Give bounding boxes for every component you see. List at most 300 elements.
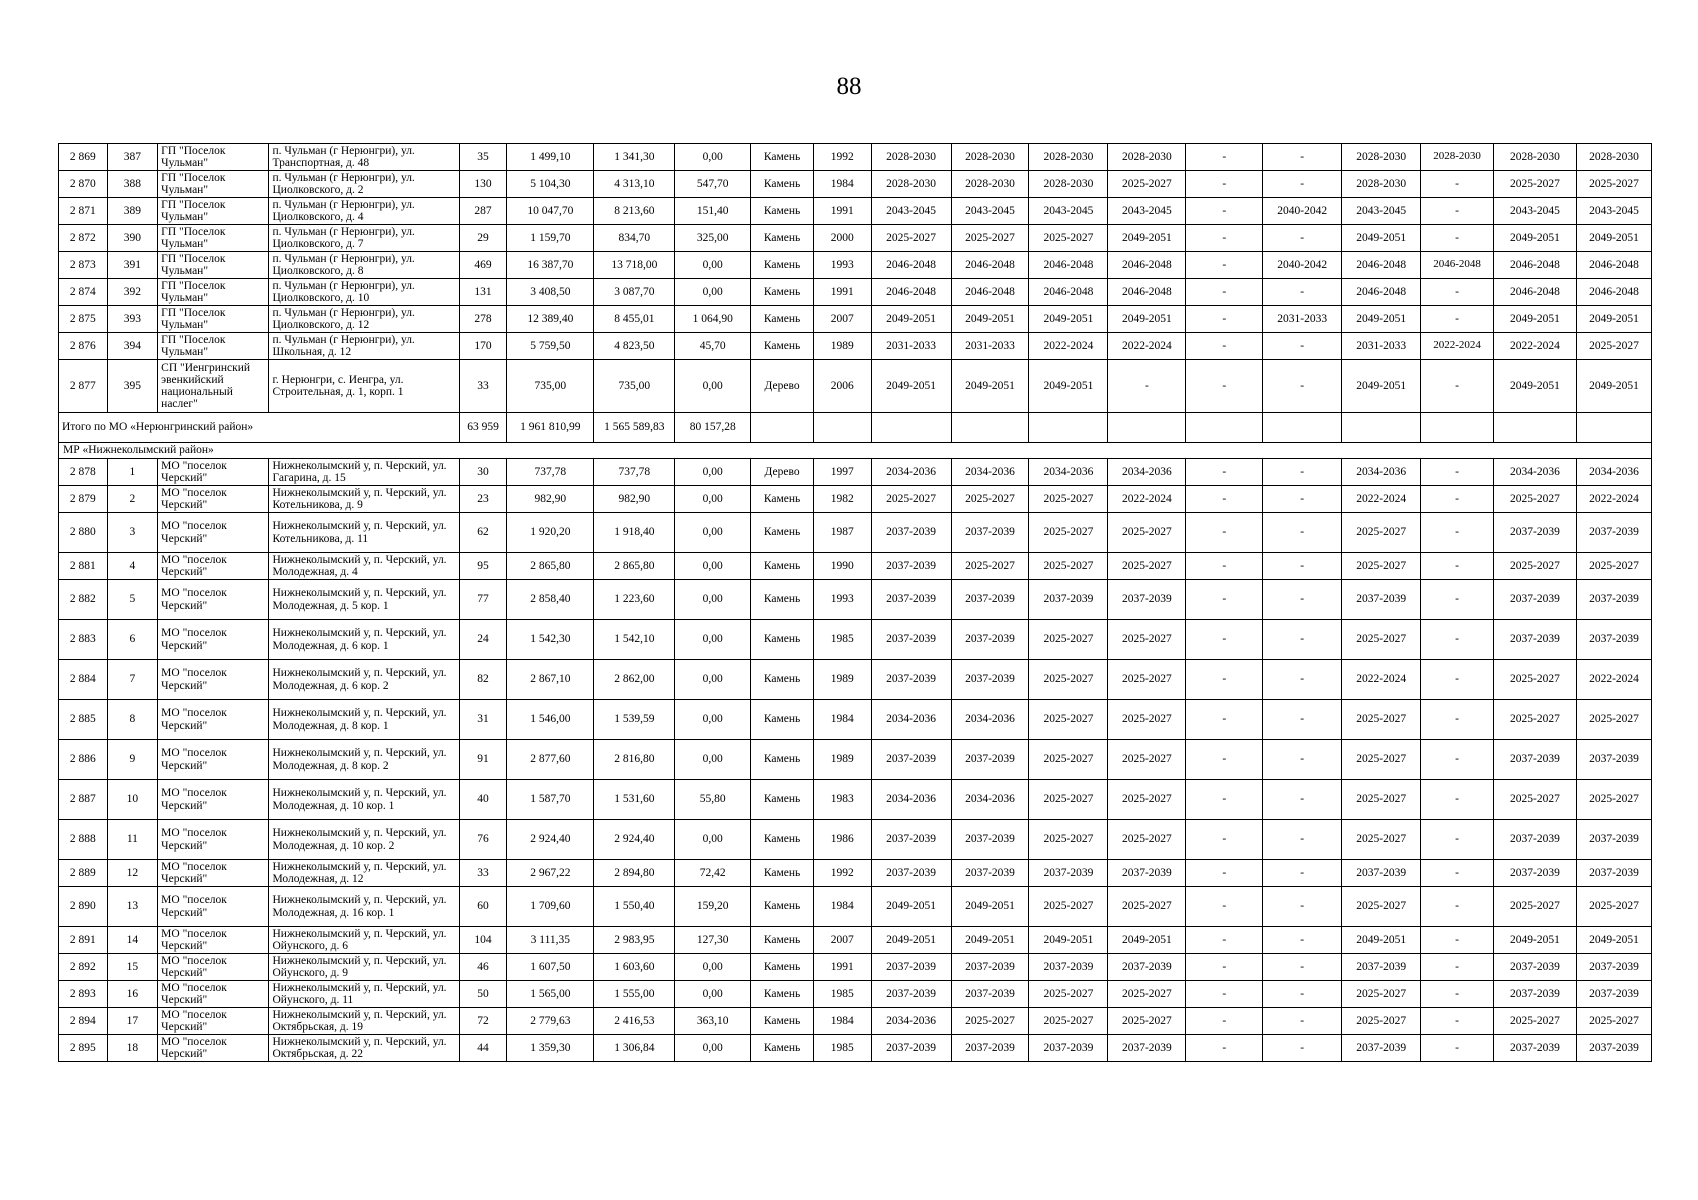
repair-period-5-cell: -: [1186, 580, 1263, 620]
municipality-cell: ГП "Поселок Чульман": [158, 171, 269, 198]
repair-period-5-cell: -: [1186, 620, 1263, 660]
repair-period-9-cell: 2049-2051: [1493, 306, 1576, 333]
repair-period-3-cell: 2037-2039: [1029, 1035, 1108, 1062]
total-area-cell: 5 759,50: [507, 333, 594, 360]
repair-period-5-cell: -: [1186, 981, 1263, 1008]
address-cell: г. Нерюнгри, с. Иенгра, ул. Строительная, д. 1, корп. 1: [269, 360, 459, 413]
repair-period-2-cell: 2028-2030: [951, 171, 1029, 198]
repair-period-7-cell: 2022-2024: [1342, 486, 1421, 513]
repair-period-9-cell: 2025-2027: [1493, 486, 1576, 513]
repair-period-9-cell: 2037-2039: [1493, 580, 1576, 620]
repair-period-6-cell: -: [1263, 486, 1342, 513]
repair-period-4-cell: 2037-2039: [1108, 954, 1186, 981]
repair-period-10-cell: 2037-2039: [1576, 860, 1651, 887]
total-area-cell: 2 865,80: [507, 553, 594, 580]
repair-period-2-cell: 2025-2027: [951, 225, 1029, 252]
repair-period-1-cell: 2037-2039: [871, 580, 951, 620]
wall-material-cell: Дерево: [751, 459, 814, 486]
repair-period-5-cell: -: [1186, 860, 1263, 887]
living-area-cell: 2 862,00: [594, 660, 675, 700]
wall-material-cell: Камень: [751, 1035, 814, 1062]
address-cell: Нижнеколымский у, п. Черский, ул. Молодежная, д. 6 кор. 1: [269, 620, 459, 660]
repair-period-7-cell: 2025-2027: [1342, 780, 1421, 820]
build-year-cell: 1991: [813, 279, 871, 306]
build-year-cell: 1985: [813, 981, 871, 1008]
repair-period-4-cell: -: [1108, 360, 1186, 413]
repair-period-3-cell: 2028-2030: [1029, 171, 1108, 198]
item-number-cell: 7: [107, 660, 158, 700]
municipality-cell: СП "Иенгринский эвенкийский национальный наслег": [158, 360, 269, 413]
repair-period-4-cell: 2025-2027: [1108, 740, 1186, 780]
repair-period-7-cell: 2025-2027: [1342, 513, 1421, 553]
repair-period-5-cell: -: [1186, 360, 1263, 413]
repair-period-1-cell: 2049-2051: [871, 360, 951, 413]
total-area-cell: 2 924,40: [507, 820, 594, 860]
repair-period-10-cell: 2037-2039: [1576, 740, 1651, 780]
repair-period-10-cell: 2046-2048: [1576, 279, 1651, 306]
wall-material-cell: Камень: [751, 252, 814, 279]
living-area-cell: 735,00: [594, 360, 675, 413]
reg-number-cell: 2 886: [59, 740, 108, 780]
repair-period-3-cell: 2025-2027: [1029, 513, 1108, 553]
repair-period-7-cell: 2022-2024: [1342, 660, 1421, 700]
repair-period-7-cell: 2025-2027: [1342, 887, 1421, 927]
wall-material-cell: Камень: [751, 486, 814, 513]
repair-period-7-cell: 2037-2039: [1342, 860, 1421, 887]
item-number-cell: 10: [107, 780, 158, 820]
living-area-cell: 1 555,00: [594, 981, 675, 1008]
repair-period-10-cell: 2028-2030: [1576, 144, 1651, 171]
total-area-cell: 2 867,10: [507, 660, 594, 700]
repair-period-4-cell: 2025-2027: [1108, 700, 1186, 740]
repair-period-4-cell: 2049-2051: [1108, 927, 1186, 954]
repair-period-4-cell: 2025-2027: [1108, 780, 1186, 820]
repair-period-3-cell: 2025-2027: [1029, 981, 1108, 1008]
item-number-cell: 389: [107, 198, 158, 225]
residents-cell: 95: [459, 553, 507, 580]
repair-period-9-cell: 2046-2048: [1493, 252, 1576, 279]
repair-period-7-cell: 2037-2039: [1342, 954, 1421, 981]
repair-period-1-cell: 2046-2048: [871, 252, 951, 279]
repair-period-1-cell: 2034-2036: [871, 700, 951, 740]
repair-period-5-cell: -: [1186, 306, 1263, 333]
total-area-cell: 982,90: [507, 486, 594, 513]
reg-number-cell: 2 887: [59, 780, 108, 820]
repair-period-1-cell: 2034-2036: [871, 780, 951, 820]
table-row: [59, 954, 1652, 981]
repair-period-5-cell: -: [1186, 740, 1263, 780]
nonliving-area-cell: 0,00: [675, 486, 751, 513]
address-cell: Нижнеколымский у, п. Черский, ул. Молодежная, д. 10 кор. 1: [269, 780, 459, 820]
build-year-cell: 1993: [813, 252, 871, 279]
repair-period-8-cell: -: [1421, 459, 1494, 486]
total-area-cell: 1 709,60: [507, 887, 594, 927]
living-area-cell: 1 542,10: [594, 620, 675, 660]
nonliving-area-cell: 0,00: [675, 279, 751, 306]
municipality-cell: МО "поселок Черский": [158, 887, 269, 927]
repair-period-2-cell: 2025-2027: [951, 486, 1029, 513]
repair-period-6-cell: -: [1263, 1035, 1342, 1062]
residents-cell: 287: [459, 198, 507, 225]
repair-period-3-cell: 2025-2027: [1029, 740, 1108, 780]
repair-period-6-cell: -: [1263, 225, 1342, 252]
table-row: [59, 981, 1652, 1008]
living-area-cell: 1 603,60: [594, 954, 675, 981]
address-cell: Нижнеколымский у, п. Черский, ул. Котельникова, д. 11: [269, 513, 459, 553]
repair-period-2-cell: 2025-2027: [951, 1008, 1029, 1035]
repair-period-8-cell: -: [1421, 553, 1494, 580]
repair-period-4-cell: 2022-2024: [1108, 333, 1186, 360]
reg-number-cell: 2 880: [59, 513, 108, 553]
total-area-cell: 3 111,35: [507, 927, 594, 954]
repair-period-3-cell: 2022-2024: [1029, 333, 1108, 360]
table-row: [59, 486, 1652, 513]
repair-period-9-cell: 2025-2027: [1493, 887, 1576, 927]
build-year-cell: 1989: [813, 333, 871, 360]
address-cell: Нижнеколымский у, п. Черский, ул. Молодежная, д. 6 кор. 2: [269, 660, 459, 700]
address-cell: Нижнеколымский у, п. Черский, ул. Молодежная, д. 8 кор. 2: [269, 740, 459, 780]
municipality-cell: МО "поселок Черский": [158, 620, 269, 660]
wall-material-cell: Камень: [751, 171, 814, 198]
repair-period-3-cell: 2049-2051: [1029, 306, 1108, 333]
repair-period-9-cell: 2028-2030: [1493, 144, 1576, 171]
total-area-cell: 1 607,50: [507, 954, 594, 981]
table-row: [59, 1008, 1652, 1035]
total-area-cell: 5 104,30: [507, 171, 594, 198]
reg-number-cell: 2 881: [59, 553, 108, 580]
total-area-cell: 1 542,30: [507, 620, 594, 660]
address-cell: Нижнеколымский у, п. Черский, ул. Октябрьская, д. 22: [269, 1035, 459, 1062]
repair-period-7-cell: 2046-2048: [1342, 252, 1421, 279]
repair-period-8-cell: -: [1421, 1035, 1494, 1062]
repair-period-7-cell: 2037-2039: [1342, 580, 1421, 620]
repair-period-4-cell: 2037-2039: [1108, 860, 1186, 887]
municipality-cell: МО "поселок Черский": [158, 700, 269, 740]
nonliving-area-cell: 363,10: [675, 1008, 751, 1035]
nonliving-area-cell: 0,00: [675, 740, 751, 780]
table-row: [59, 887, 1652, 927]
living-area-cell: 1 539,59: [594, 700, 675, 740]
item-number-cell: 3: [107, 513, 158, 553]
total-area-cell: 3 408,50: [507, 279, 594, 306]
nonliving-area-cell: 45,70: [675, 333, 751, 360]
build-year-cell: 1997: [813, 459, 871, 486]
table-row: [59, 620, 1652, 660]
repair-period-6-cell: -: [1263, 860, 1342, 887]
wall-material-cell: Камень: [751, 279, 814, 306]
table-row: [59, 820, 1652, 860]
nonliving-area-cell: 55,80: [675, 780, 751, 820]
repair-period-2-cell: 2046-2048: [951, 279, 1029, 306]
repair-period-6-cell: -: [1263, 144, 1342, 171]
repair-period-10-cell: 2049-2051: [1576, 360, 1651, 413]
residents-cell: 33: [459, 860, 507, 887]
reg-number-cell: 2 883: [59, 620, 108, 660]
wall-material-cell: Камень: [751, 780, 814, 820]
nonliving-area-cell: 0,00: [675, 252, 751, 279]
build-year-cell: 1992: [813, 860, 871, 887]
repair-period-9-cell: 2037-2039: [1493, 954, 1576, 981]
repair-period-7-cell: 2025-2027: [1342, 820, 1421, 860]
address-cell: п. Чульман (г Нерюнгри), ул. Циолковского, д. 8: [269, 252, 459, 279]
repair-period-1-cell: 2025-2027: [871, 225, 951, 252]
address-cell: п. Чульман (г Нерюнгри), ул. Циолковского, д. 4: [269, 198, 459, 225]
repair-period-7-cell: 2025-2027: [1342, 620, 1421, 660]
repair-period-10-cell: 2025-2027: [1576, 700, 1651, 740]
living-area-cell: 2 865,80: [594, 553, 675, 580]
repair-period-8-cell: -: [1421, 1008, 1494, 1035]
repair-period-1-cell: 2037-2039: [871, 740, 951, 780]
table-row: [59, 171, 1652, 198]
reg-number-cell: 2 878: [59, 459, 108, 486]
living-area-cell: 2 416,53: [594, 1008, 675, 1035]
total-area-cell: 16 387,70: [507, 252, 594, 279]
repair-period-3-cell: 2034-2036: [1029, 459, 1108, 486]
repair-period-3-cell: 2037-2039: [1029, 580, 1108, 620]
nonliving-area-cell: 0,00: [675, 459, 751, 486]
repair-period-7-cell: 2049-2051: [1342, 306, 1421, 333]
repair-period-3-cell: 2025-2027: [1029, 225, 1108, 252]
nonliving-area-cell: 0,00: [675, 580, 751, 620]
living-area-cell: 1 306,84: [594, 1035, 675, 1062]
repair-period-2-cell: 2049-2051: [951, 360, 1029, 413]
reg-number-cell: 2 869: [59, 144, 108, 171]
section-title: МР «Нижнеколымский район»: [59, 443, 1652, 459]
repair-period-6-cell: -: [1263, 279, 1342, 306]
municipality-cell: ГП "Поселок Чульман": [158, 198, 269, 225]
table-row: [59, 580, 1652, 620]
total-label: Итого по МО «Нерюнгринский район»: [59, 413, 460, 443]
repair-period-4-cell: 2034-2036: [1108, 459, 1186, 486]
repair-period-9-cell: 2037-2039: [1493, 620, 1576, 660]
repair-period-9-cell: 2025-2027: [1493, 1008, 1576, 1035]
repair-period-4-cell: 2025-2027: [1108, 981, 1186, 1008]
repair-period-6-cell: -: [1263, 820, 1342, 860]
nonliving-area-cell: 0,00: [675, 954, 751, 981]
repair-period-2-cell: 2025-2027: [951, 553, 1029, 580]
repair-period-2-cell: 2049-2051: [951, 306, 1029, 333]
repair-period-3-cell: 2049-2051: [1029, 360, 1108, 413]
address-cell: Нижнеколымский у, п. Черский, ул. Котельникова, д. 9: [269, 486, 459, 513]
wall-material-cell: Камень: [751, 954, 814, 981]
repair-period-1-cell: 2049-2051: [871, 887, 951, 927]
repair-period-5-cell: -: [1186, 459, 1263, 486]
living-area-cell: 1 550,40: [594, 887, 675, 927]
repair-period-8-cell: -: [1421, 780, 1494, 820]
repair-period-6-cell: -: [1263, 740, 1342, 780]
item-number-cell: 16: [107, 981, 158, 1008]
repair-period-10-cell: 2034-2036: [1576, 459, 1651, 486]
build-year-cell: 1989: [813, 740, 871, 780]
municipality-cell: МО "поселок Черский": [158, 927, 269, 954]
repair-period-2-cell: 2037-2039: [951, 860, 1029, 887]
living-area-cell: 1 341,30: [594, 144, 675, 171]
reg-number-cell: 2 873: [59, 252, 108, 279]
total-area-cell: 1 159,70: [507, 225, 594, 252]
nonliving-area-cell: 127,30: [675, 927, 751, 954]
table-row: [59, 306, 1652, 333]
repair-period-10-cell: 2037-2039: [1576, 580, 1651, 620]
residents-cell: 76: [459, 820, 507, 860]
living-area-cell: 2 924,40: [594, 820, 675, 860]
item-number-cell: 2: [107, 486, 158, 513]
repair-period-8-cell: -: [1421, 820, 1494, 860]
table-row: [59, 927, 1652, 954]
repair-period-7-cell: 2025-2027: [1342, 1008, 1421, 1035]
municipality-cell: МО "поселок Черский": [158, 1035, 269, 1062]
repair-period-3-cell: 2025-2027: [1029, 553, 1108, 580]
housing-register-table: [58, 143, 1652, 1062]
residents-cell: 131: [459, 279, 507, 306]
repair-period-5-cell: -: [1186, 171, 1263, 198]
repair-period-9-cell: 2037-2039: [1493, 1035, 1576, 1062]
repair-period-5-cell: -: [1186, 780, 1263, 820]
reg-number-cell: 2 870: [59, 171, 108, 198]
address-cell: Нижнеколымский у, п. Черский, ул. Молодежная, д. 16 кор. 1: [269, 887, 459, 927]
municipality-cell: МО "поселок Черский": [158, 954, 269, 981]
nonliving-area-cell: 0,00: [675, 820, 751, 860]
living-area-cell: 1 531,60: [594, 780, 675, 820]
reg-number-cell: 2 879: [59, 486, 108, 513]
repair-period-7-cell: 2025-2027: [1342, 981, 1421, 1008]
wall-material-cell: Камень: [751, 927, 814, 954]
repair-period-10-cell: 2025-2027: [1576, 1008, 1651, 1035]
address-cell: п. Чульман (г Нерюнгри), ул. Циолковского, д. 10: [269, 279, 459, 306]
total-area-cell: 2 877,60: [507, 740, 594, 780]
repair-period-8-cell: 2046-2048: [1421, 252, 1494, 279]
repair-period-8-cell: -: [1421, 486, 1494, 513]
repair-period-7-cell: 2049-2051: [1342, 225, 1421, 252]
residents-cell: 23: [459, 486, 507, 513]
repair-period-1-cell: 2037-2039: [871, 553, 951, 580]
repair-period-5-cell: -: [1186, 700, 1263, 740]
address-cell: Нижнеколымский у, п. Черский, ул. Ойунского, д. 11: [269, 981, 459, 1008]
living-area-cell: 4 823,50: [594, 333, 675, 360]
repair-period-6-cell: -: [1263, 700, 1342, 740]
wall-material-cell: Камень: [751, 1008, 814, 1035]
reg-number-cell: 2 877: [59, 360, 108, 413]
living-area-cell: 2 894,80: [594, 860, 675, 887]
living-area-cell: 1 223,60: [594, 580, 675, 620]
municipality-cell: ГП "Поселок Чульман": [158, 279, 269, 306]
repair-period-10-cell: 2049-2051: [1576, 306, 1651, 333]
total-area-2: 1 565 589,83: [594, 413, 675, 443]
repair-period-2-cell: 2037-2039: [951, 660, 1029, 700]
address-cell: Нижнеколымский у, п. Черский, ул. Молодежная, д. 5 кор. 1: [269, 580, 459, 620]
nonliving-area-cell: 0,00: [675, 513, 751, 553]
build-year-cell: 1984: [813, 700, 871, 740]
reg-number-cell: 2 889: [59, 860, 108, 887]
repair-period-2-cell: 2034-2036: [951, 700, 1029, 740]
repair-period-2-cell: 2034-2036: [951, 780, 1029, 820]
repair-period-5-cell: -: [1186, 333, 1263, 360]
repair-period-2-cell: 2037-2039: [951, 513, 1029, 553]
item-number-cell: 5: [107, 580, 158, 620]
address-cell: Нижнеколымский у, п. Черский, ул. Молодежная, д. 12: [269, 860, 459, 887]
wall-material-cell: Дерево: [751, 360, 814, 413]
repair-period-8-cell: -: [1421, 279, 1494, 306]
repair-period-6-cell: 2040-2042: [1263, 198, 1342, 225]
build-year-cell: 1993: [813, 580, 871, 620]
repair-period-6-cell: 2040-2042: [1263, 252, 1342, 279]
repair-period-6-cell: -: [1263, 553, 1342, 580]
total-area-3: 80 157,28: [675, 413, 751, 443]
table-row: [59, 1035, 1652, 1062]
wall-material-cell: Камень: [751, 553, 814, 580]
reg-number-cell: 2 875: [59, 306, 108, 333]
address-cell: Нижнеколымский у, п. Черский, ул. Ойунского, д. 9: [269, 954, 459, 981]
reg-number-cell: 2 895: [59, 1035, 108, 1062]
reg-number-cell: 2 894: [59, 1008, 108, 1035]
build-year-cell: 2007: [813, 306, 871, 333]
repair-period-5-cell: -: [1186, 252, 1263, 279]
total-area-cell: 2 858,40: [507, 580, 594, 620]
repair-period-4-cell: 2022-2024: [1108, 486, 1186, 513]
municipality-cell: МО "поселок Черский": [158, 660, 269, 700]
repair-period-8-cell: -: [1421, 620, 1494, 660]
residents-cell: 82: [459, 660, 507, 700]
living-area-cell: 2 983,95: [594, 927, 675, 954]
repair-period-4-cell: 2025-2027: [1108, 1008, 1186, 1035]
municipality-cell: ГП "Поселок Чульман": [158, 144, 269, 171]
nonliving-area-cell: 325,00: [675, 225, 751, 252]
reg-number-cell: 2 892: [59, 954, 108, 981]
table-row: [59, 740, 1652, 780]
wall-material-cell: Камень: [751, 981, 814, 1008]
repair-period-4-cell: 2049-2051: [1108, 306, 1186, 333]
address-cell: Нижнеколымский у, п. Черский, ул. Октябрьская, д. 19: [269, 1008, 459, 1035]
nonliving-area-cell: 0,00: [675, 1035, 751, 1062]
build-year-cell: 1989: [813, 660, 871, 700]
repair-period-4-cell: 2025-2027: [1108, 513, 1186, 553]
residents-cell: 104: [459, 927, 507, 954]
item-number-cell: 13: [107, 887, 158, 927]
repair-period-7-cell: 2049-2051: [1342, 360, 1421, 413]
repair-period-8-cell: -: [1421, 225, 1494, 252]
build-year-cell: 1990: [813, 553, 871, 580]
repair-period-1-cell: 2046-2048: [871, 279, 951, 306]
repair-period-10-cell: 2037-2039: [1576, 513, 1651, 553]
repair-period-3-cell: 2025-2027: [1029, 1008, 1108, 1035]
repair-period-6-cell: -: [1263, 620, 1342, 660]
build-year-cell: 2007: [813, 927, 871, 954]
wall-material-cell: Камень: [751, 144, 814, 171]
repair-period-4-cell: 2025-2027: [1108, 887, 1186, 927]
repair-period-10-cell: 2037-2039: [1576, 820, 1651, 860]
total-area-cell: 737,78: [507, 459, 594, 486]
repair-period-10-cell: 2022-2024: [1576, 660, 1651, 700]
total-area-cell: 2 779,63: [507, 1008, 594, 1035]
build-year-cell: 1987: [813, 513, 871, 553]
repair-period-5-cell: -: [1186, 486, 1263, 513]
table-row: [59, 459, 1652, 486]
repair-period-4-cell: 2049-2051: [1108, 225, 1186, 252]
repair-period-1-cell: 2037-2039: [871, 660, 951, 700]
table-row: [59, 360, 1652, 413]
repair-period-6-cell: -: [1263, 360, 1342, 413]
wall-material-cell: Камень: [751, 306, 814, 333]
repair-period-4-cell: 2025-2027: [1108, 820, 1186, 860]
wall-material-cell: Камень: [751, 887, 814, 927]
address-cell: Нижнеколымский у, п. Черский, ул. Молодежная, д. 8 кор. 1: [269, 700, 459, 740]
table-row: [59, 198, 1652, 225]
repair-period-3-cell: 2025-2027: [1029, 700, 1108, 740]
repair-period-9-cell: 2025-2027: [1493, 700, 1576, 740]
municipality-cell: МО "поселок Черский": [158, 740, 269, 780]
repair-period-1-cell: 2037-2039: [871, 1035, 951, 1062]
repair-period-9-cell: 2025-2027: [1493, 171, 1576, 198]
repair-period-3-cell: 2037-2039: [1029, 954, 1108, 981]
